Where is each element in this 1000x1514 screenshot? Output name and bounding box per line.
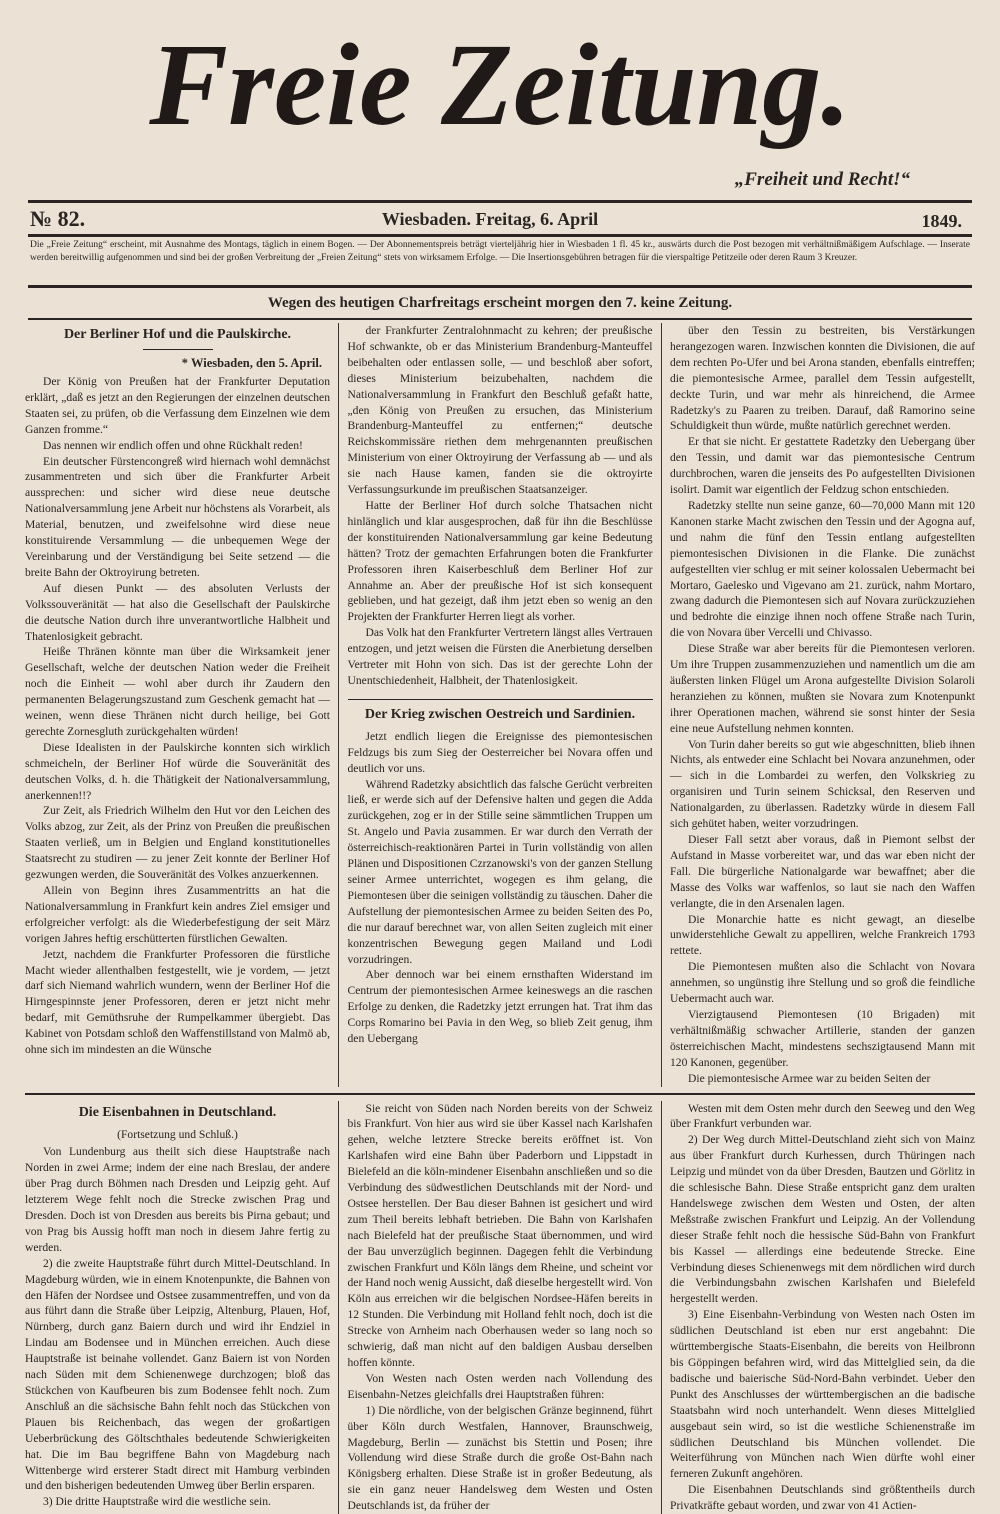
divider [143, 349, 213, 350]
paragraph: 2) die zweite Hauptstraße führt durch Mittel-Deutschland. In Magdeburg würden, wie in einem Knotenpunkte, die Bahnen von den Häfen der Nordsee und Ostsee zusammentreffen, und von da aus führt dann die Straße über Leipzig, Altenburg, Plauen, Hof, Nürnberg, durch ganz Baiern durch und wird ihr Endziel in Lindau am Bodensee und in München erreichen. Auch diese Hauptstraße ist beinahe vollendet. Ganz Baiern ist von Norden nach Süden mit dem Schienenwege durchzogen; bloß das Stückchen von Kaufbeuren bis zum Bodensee fehlt noch. Zum Anschluß an die sächsische Bahn fehlt noch das Stückchen von Plauen bis Reichenbach, das wegen der großartigen Ueberbrückung des Göltschthales bedeutende Schwierigkeiten hat. Die im Bau begriffene Bahn von Magdeburg nach Wittenberge wird ersterer Stadt direct mit Hamburg verbinden und den bisherigen bedeutenden Umweg über Berlin ersparen. [25, 1256, 330, 1495]
paragraph: Das nennen wir endlich offen und ohne Rückhalt reden! [25, 438, 330, 454]
paragraph: 3) Die dritte Hauptstraße wird die westliche sein. [25, 1494, 330, 1510]
article-body [25, 374, 330, 1058]
issue-number: № 82. [30, 206, 85, 232]
paragraph: Der König von Preußen hat der Frankfurter Deputation erklärt, „daß es jetzt an den Regierungen der einzelnen deutschen Staaten sei, zu prüfen, ob die Verfassung dem Einzelnen wie dem Ganzen fromme.“ [25, 374, 330, 438]
paragraph: Ein deutscher Fürstencongreß wird hiernach wohl demnächst zusammentreten und sich über die Frankfurter Arbeit aussprechen: und sicher wird diese neue deutsche Nationalversammlung jene Arbeit nur höchstens als Vorarbeit, als Material, benutzen, und zweifelsohne wird diese neue konstituirende Versammlung — die unbequemen Wege der Vereinbarung und der Verständigung bei Seite setzend — die breite Bahn der Oktroyirung betreten. [25, 454, 330, 581]
paragraph: Jetzt endlich liegen die Ereignisse des piemontesischen Feldzugs bis zum Sieg der Oesterreicher bei Novara offen und deutlich vor uns. [348, 729, 653, 777]
column-3-top [670, 323, 975, 1087]
issue-year: 1849. [922, 210, 963, 232]
paragraph: Von Westen nach Osten werden nach Vollendung des Eisenbahn-Netzes gleichfalls drei Hauptstraßen führen: [348, 1371, 653, 1403]
paragraph: Während Radetzky absichtlich das falsche Gerücht verbreiten ließ, er werde sich auf der Defensive halten und gegen die Adda zurückgehen, zog er in der Stille seine sämmtlichen Truppen um St. Angelo und Pavia zusammen. Er war durch den Verrath der österreichisch-reaktionären Partei in Turin vollständig von allen Plänen und Dispositionen Czrzanowski's von der ganzen Stellung seiner Armee unterrichtet, wogegen es ihm gelang, die Piemontesen über die seinigen vollständig zu täuschen. Daher die Aufstellung der piemontesischen Armee zu beiden Seiten des Po, die nur darauf berechnet war, von allen Seiten zugleich mit einer konzentrischen Bewegung gegen Mailand und Lodi vorzudringen. [348, 777, 653, 968]
paragraph: Aber dennoch war bei einem ernsthaften Widerstand im Centrum der piemontesischen Armee keineswegs an die raschen Erfolge zu denken, die Radetzky jetzt errungen hat. Trat ihm das Corps Romarino bei Pavia in den Weg, so blieb Zeit genug, ihm den Uebergang [348, 967, 653, 1047]
paragraph: Die piemontesische Armee war zu beiden Seiten der [670, 1071, 975, 1087]
paragraph: Jetzt, nachdem die Frankfurter Professoren die fürstliche Macht wieder allenthalben festgestellt, wie je vordem, — jetzt darf sich Niemand wahrlich wundern, wenn der Berliner Hof die Hirngespinnste jener Professoren, deren er jetzt nicht mehr bedarf, mit Gemüthsruhe der Rumpelkammer übergiebt. Das Kabinet von Potsdam schloß den Waffenstillstand von Malmö ab, ohne sich im mindesten an die Wünsche [25, 947, 330, 1058]
column-divider [338, 323, 339, 1087]
paragraph: Die Piemontesen mußten also die Schlacht von Novara annehmen, so ungünstig ihre Stellung und so groß die feindliche Uebermacht auch war. [670, 959, 975, 1007]
section-divider [25, 1093, 975, 1095]
paragraph: Die Eisenbahnen Deutschlands sind größtentheils durch Privatkräfte gebaut worden, und zwar von 41 Actien- [670, 1482, 975, 1514]
article-body [670, 323, 975, 1087]
paragraph: Dieser Fall setzt aber voraus, daß in Piemont selbst der Aufstand in Masse vorbereitet war, und das war eben nicht der Fall. Die bürgerliche Nationalgarde war bewaffnet; aber die Masse des Volks war waffenlos, so laut sie nach den Waffen verlangte, die in den Arsenalen lagen. [670, 832, 975, 912]
newspaper-masthead: Freie Zeitung. [0, 22, 1000, 147]
paragraph: Zur Zeit, als Friedrich Wilhelm den Hut vor den Leichen des Volks abzog, zur Zeit, als der Prinz von Preußen die preußischen Staaten verließ, um in Belgien und England konstitutionelles Staatsrecht zu studiren — zu jener Zeit konnte der Berliner Hof gezwungen werden, die Souveränität des Volkes anzuerkennen. [25, 803, 330, 883]
divider [28, 318, 972, 320]
column-divider [661, 1101, 662, 1514]
column-2-top [348, 323, 653, 1087]
paragraph: Radetzky stellte nun seine ganze, 60—70,000 Mann mit 120 Kanonen starke Macht zwischen den Tessin und der Agogna auf, und nahm die fünf den Tessin entlang aufgestellten piemontesischen Divisionen in die Flanke. Die zunächst aufgestellten vier schlug er mit seiner kolossalen Uebermacht bei Mortaro, Gaelesko und Vigevano am 21. zurück, nahm Mortaro, zwang dadurch die Piemontesen sich auf Novara zurückzuziehen und bedrohte die einzige ihnen noch offene Straße nach Turin, die von Novara über Vercelli und Chivasso. [670, 498, 975, 641]
paragraph: Sie reicht von Süden nach Norden bereits von der Schweiz bis Frankfurt. Von hier aus wird sie über Kassel nach Karlshafen gehen, welche letztere Strecke bereits eröffnet ist. Von Karlshafen wird eine Bahn über Paderborn und Lippstadt in Bielefeld an die köln-mindener Eisenbahn anschließen und so die Verbindung des südwestlichen Deutschlands mit der Nord- und Ostsee herstellen. Der Bau dieser Bahnen ist gesichert und wird zum Theil bereits lebhaft betrieben. Die Bahn von Karlshafen nach Bielefeld hat der preußische Staat übernommen, und wird der Bau unverzüglich beginnen. Dagegen fehlt die Verbindung zwischen Frankfurt und Köln längs dem Rheine, und scheint vor der Hand noch wenig Aussicht, daß dieselbe hergestellt wird. Von Köln aus erreichen wir die belgischen Nordsee-Häfen bereits in 12 Stunden. Die Verbindung mit Holland fehlt noch, doch ist die Strecke von Arnheim nach Oberhausen weder so lang noch so schwierig, daß man nicht auf den baldigen Ausbau derselben hoffen könnte. [348, 1101, 653, 1371]
column-divider [338, 1101, 339, 1514]
column-divider [661, 323, 662, 1087]
column-2-bottom [348, 1101, 653, 1514]
bottom-section [25, 1101, 975, 1514]
article-title: Der Berliner Hof und die Paulskirche. [25, 326, 330, 344]
paragraph: Von Lundenburg aus theilt sich diese Hauptstraße nach Norden in zwei Arme; indem der eine nach Breslau, der andere über Prag durch Böhmen nach Dresden und Leipzig geht. Auf letzterem Wege fehlt noch die Strecke zwischen Prag und Dresden. Doch ist von Dresden aus bereits bis Pirna gebaut; und von Prag bis Aussig hofft man noch in diesem Jahre fertig zu werden. [25, 1144, 330, 1255]
subscription-notice: Die „Freie Zeitung“ erscheint, mit Ausnahme des Montags, täglich in einem Bogen. — Der Abonnementspreis beträgt vierteljährig hier in Wiesbaden 1 fl. 45 kr., auswärts durch die Post bezogen mit verhältnißmäßigem Aufschlage. — Inserate werden bereitwillig aufgenommen und sind bei der großen Verbreitung der „Freien Zeitung“ stets von wirksamem Erfolge. — Die Insertionsgebühren betragen für die vierspaltige Petitzeile oder deren Raum 3 Kreuzer. [30, 239, 970, 265]
paragraph: Hatte der Berliner Hof durch solche Thatsachen nicht hinlänglich und klar ausgesprochen, daß für ihn die Beschlüsse der konstituirenden Nationalversammlung gar keine Bedeutung hätten? Trotz der gemachten Erfahrungen boten die Frankfurter Professoren ihren Kaiserbeschluß dem Berliner Hof zur Annahme an. Aber der preußische Hof ist sich konsequent geblieben, und hat gezeigt, daß ihm jetzt eben so wenig an den Projekten der Frankfurter Herren liegt als vorher. [348, 498, 653, 625]
column-3-bottom [670, 1101, 975, 1514]
paragraph: Heiße Thränen könnte man über die Wirksamkeit jener Gesellschaft, welche der deutschen Nation weder die Freiheit noch die Einheit — wohl aber durch ihr Zaudern den permanenten Belagerungszustand zum Geschenk gemacht hat — weinen, wenn diese Thränen nicht durch heilige, bei Gott gerechte Zornesgluth zurückgehalten würden! [25, 644, 330, 739]
paragraph: Vierzigtausend Piemontesen (10 Brigaden) mit verhältnißmäßig schwacher Artillerie, standen der ganzen österreichischen Macht, mindestens sechszigtausend Mann mit 120 Kanonen, gegenüber. [670, 1007, 975, 1071]
article-body [25, 1144, 330, 1510]
paragraph: 2) Der Weg durch Mittel-Deutschland zieht sich von Mainz aus über Frankfurt durch Kurhessen, durch Thüringen nach Leipzig und mündet von da über Dresden, Bautzen und Görlitz in die schlesische Bahn. Diese Straße entspricht ganz dem uralten Handelswege zwischen dem Westen und Osten, der alten Meßstraße zwischen Frankfurt und Leipzig. An der Vollendung dieser Straße fehlt noch die hessische Süd-Bahn von Frankfurt bis Kassel — allerdings eine bedeutende Strecke. Eine Verbindung dieses Schienenwegs mit dem nördlichen wird durch die Verbindungsbahn zwischen Karlshafen und Bielefeld hergestellt werden. [670, 1132, 975, 1307]
paragraph: Die Monarchie hatte es nicht gewagt, an dieselbe unwiderstehliche Gewalt zu appelliren, welche Frankreich 1793 rettete. [670, 912, 975, 960]
article-berliner-hof [25, 323, 330, 1087]
divider [28, 200, 972, 203]
top-section [25, 323, 975, 1087]
paragraph: 1) Die nördliche, von der belgischen Gränze beginnend, führt über Köln durch Westfalen, Hannover, Braunschweig, Magdeburg, Berlin — zunächst bis Stettin und Posen; ihre Vollendung wird diese Straße durch die große Ost-Bahn nach Königsberg erhalten. Diese Straße ist in großer Bedeutung, als sie ein ganz neuer Handelsweg dem Westen und Osten Deutschlands ist, da früher der [348, 1403, 653, 1514]
divider [28, 285, 972, 288]
article-title: Der Krieg zwischen Oestreich und Sardinien. [348, 706, 653, 724]
paragraph: Diese Idealisten in der Paulskirche konnten sich wirklich schmeicheln, der Berliner Hof würde die Souveränität des deutschen Volks, d. h. die Thätigkeit der Nationalversammlung, anerkennen!!? [25, 740, 330, 804]
article-body [348, 729, 653, 1047]
divider [28, 234, 972, 237]
paragraph: Westen mit dem Osten mehr durch den Seeweg und den Weg über Frankfurt verbunden war. [670, 1101, 975, 1133]
article-eisenbahnen [25, 1101, 330, 1514]
divider [348, 699, 653, 700]
issue-date: Wiesbaden. Freitag, 6. April [300, 208, 680, 230]
article-title: Die Eisenbahnen in Deutschland. [25, 1104, 330, 1122]
paragraph: der Frankfurter Zentralohnmacht zu kehren; der preußische Hof schwankte, ob er das Ministerium Brandenburg-Manteuffel beibehalten oder entlassen solle, — und beschloß aber sofort, dieses Ministerium beizubehalten, nachdem die Nationalversammlung in Frankfurt den Beschluß gefaßt hatte, „den König von Preußen zu ersuchen, das Ministerium Brandenburg-Manteuffel zu entfernen;“ deutsche Reichskommissäre riethen dem mehrgenannten preußischen Ministerium von einer Oktroyirung der Verfassung ab — und als sie nach Hause kamen, fanden sie die oktroyirte Verfassungsurkunde im preußischen Staatsanzeiger. [348, 323, 653, 498]
paragraph: Diese Straße war aber bereits für die Piemontesen verloren. Um ihre Truppen zusammenzuziehen und namentlich um die am äußersten linken Flügel um Arona aufgestellte Division Solaroli heranziehen zu können, mußten sie Novara zum Knotenpunkt ihrer Operationen machen, während sie sonst hinter der Sesia eine neue Aufstellung nehmen konnten. [670, 641, 975, 736]
paragraph: 3) Eine Eisenbahn-Verbindung von Westen nach Osten im südlichen Deutschland ist eben nur erst angebahnt: Die württembergische Staats-Eisenbahn, die bereits von Heilbronn bis Göppingen befahren wird, wird das Mittelglied sein, da die badische und baierische Süd-Nord-Bahn verbindet. Ueber den Punkt des Anschlusses der württembergischen an die badische Staatsbahn wird noch unterhandelt. Wenn dieses Mittelglied ausgebaut sein wird, so ist die westliche Schienenstraße im südlichen Deutschland bis München vollendet. Die Weiterführung von München nach Wien dürfte wohl einer ferneren Zukunft angehören. [670, 1307, 975, 1482]
holiday-notice: Wegen des heutigen Charfreitags erscheint morgen den 7. keine Zeitung. [30, 293, 970, 313]
article-body [348, 1101, 653, 1514]
paragraph: Auf diesen Punkt — des absoluten Verlusts der Volkssouveränität — hat also die Gesellschaft der Paulskirche die deutsche Nation durch ihre unverantwortliche Halbheit und Thatenlosigkeit gebracht. [25, 581, 330, 645]
paragraph: Allein von Beginn ihres Zusammentritts an hat die Nationalversammlung in Frankfurt kein andres Ziel emsiger und erfolgreicher verfolgt: als die Wiederbefestigung der seit März vorigen Jahres heftig erschütterten fürstlichen Gewalten. [25, 883, 330, 947]
paragraph: Von Turin daher bereits so gut wie abgeschnitten, blieb ihnen Nichts, als entweder eine Schlacht bei Novara anzunehmen, oder — sich in die Lombardei zu werfen, den Volkskrieg zu organisiren und Turin seinem Schicksal, den Reserven und Nationalgarden, zu überlassen. Radetzky würde in diesem Fall sich gehütet haben, weiter vorzudringen. [670, 737, 975, 832]
newspaper-motto: „Freiheit und Recht!“ [650, 168, 910, 192]
article-body [348, 323, 653, 689]
dateline: * Wiesbaden, den 5. April. [25, 355, 322, 372]
article-subtitle: (Fortsetzung und Schluß.) [25, 1127, 330, 1143]
paragraph: Er that sie nicht. Er gestattete Radetzky den Uebergang über den Tessin, und damit war das piemontesische Centrum durchbrochen, waren die jenseits des Po aufgestellten Divisionen isolirt. Damit war eigentlich der Feldzug schon entschieden. [670, 434, 975, 498]
page-content [25, 323, 975, 1514]
paragraph: über den Tessin zu bestreiten, bis Verstärkungen herangezogen waren. Inzwischen konnten die Divisionen, die auf dem rechten Po-Ufer und bei Arona standen, ebenfalls eintreffen; die piemontesische Armee, parallel dem Tessin aufgestellt, deckte Turin, und war mehr als hinreichend, die Armee Radetzky's zu Paaren zu treiben. Darauf, daß Ramorino seine Schuldigkeit thun würde, mußte natürlich gerechnet werden. [670, 323, 975, 434]
article-body [670, 1101, 975, 1514]
paragraph: Das Volk hat den Frankfurter Vertretern längst alles Vertrauen entzogen, und jetzt weisen die Fürsten die Anerbietung derselben Vertreter mit Hohn von sich. Das ist der gerechte Lohn der Unentschiedenheit, Halbheit, der Thatenlosigkeit. [348, 625, 653, 689]
